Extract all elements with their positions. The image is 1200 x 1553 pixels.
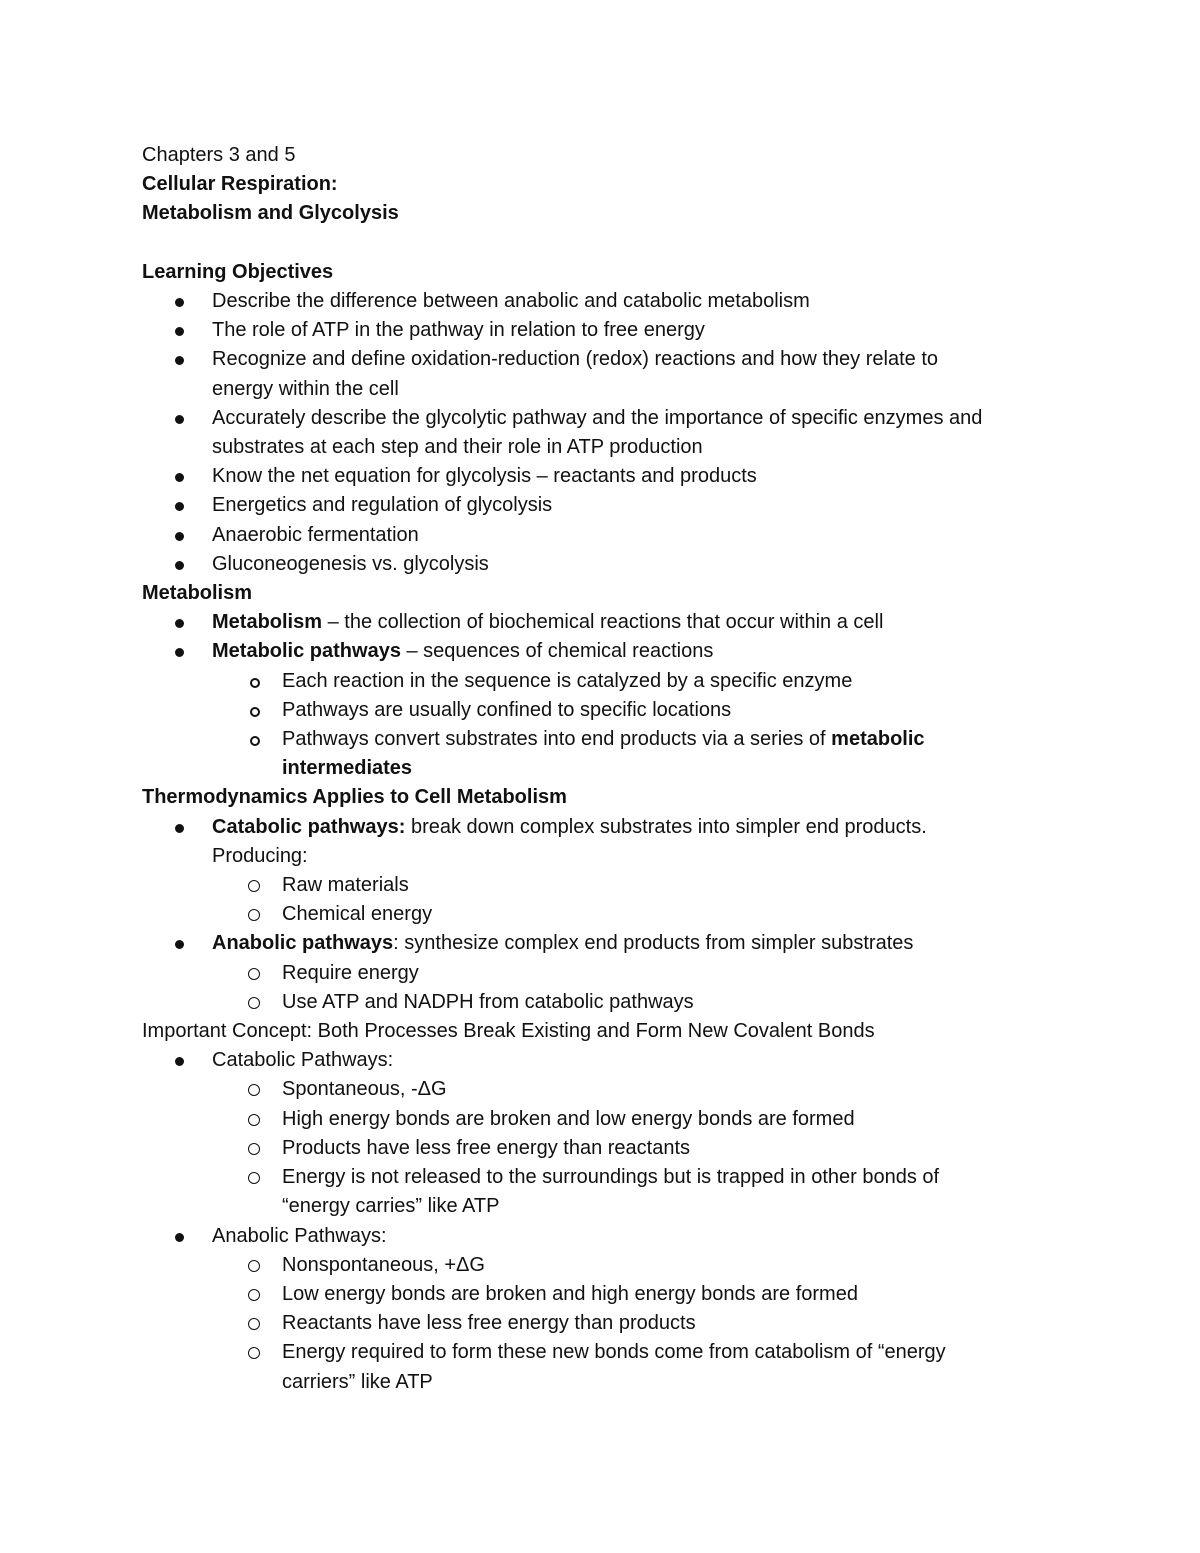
list-item: Describe the difference between anabolic and catabolic metabolism [142,287,1082,316]
list-item: Anaerobic fermentation [142,521,1082,550]
metabolism-list [142,608,1082,783]
circle-bullet-icon [248,1347,260,1359]
metabolism-heading: Metabolism [142,582,253,605]
title-line-2: Metabolism and Glycolysis [142,202,399,225]
sub-list-item: Pathways are usually confined to specific locations [142,696,1082,725]
chapters-line: Chapters 3 and 5 [142,144,296,166]
bullet-icon [175,415,184,424]
bullet-icon [175,356,184,365]
sub-list-item: High energy bonds are broken and low energy bonds are formed [142,1105,1082,1134]
sub-list-item: Raw materials [142,871,1082,900]
bullet-icon [175,619,184,628]
bullet-icon [175,327,184,336]
circle-bullet-icon [248,1289,260,1301]
bullet-icon [175,502,184,511]
document-content [142,141,1082,1397]
bullet-icon [175,1233,184,1242]
list-item: Accurately describe the glycolytic pathway and the importance of specific enzymes and substrates at each step and their role in ATP production [142,404,1082,462]
circle-bullet-icon [248,1172,260,1184]
list-item: Metabolic pathways – sequences of chemical reactions [142,637,1082,666]
circle-bullet-icon [250,707,260,717]
bullet-icon [175,648,184,657]
learning-objectives-heading: Learning Objectives [142,260,334,283]
circle-bullet-icon [248,909,260,921]
concept-list [142,1046,1082,1396]
bullet-icon [175,1057,184,1066]
bullet-icon [175,940,184,949]
sub-list-item: Low energy bonds are broken and high energy bonds are formed [142,1280,1082,1309]
sub-list-item: Each reaction in the sequence is catalyzed by a specific enzyme [142,667,1082,696]
sub-list-item: Spontaneous, -ΔG [142,1075,1082,1104]
sub-list-item: Energy is not released to the surroundings but is trapped in other bonds of “energy carries” like ATP [142,1163,1082,1221]
list-item: Catabolic pathways: break down complex substrates into simpler end products. Producing: [142,813,1082,871]
term: Metabolism [212,611,323,634]
list-item: Catabolic Pathways: [142,1046,1082,1075]
circle-bullet-icon [248,997,260,1009]
thermodynamics-heading: Thermodynamics Applies to Cell Metabolism [142,786,567,809]
list-item: Energetics and regulation of glycolysis [142,491,1082,520]
circle-bullet-icon [248,1260,260,1272]
bullet-icon [175,473,184,482]
list-item: The role of ATP in the pathway in relation to free energy [142,316,1082,345]
sub-list-item: Reactants have less free energy than products [142,1309,1082,1338]
title-line-1: Cellular Respiration: [142,173,338,196]
bullet-icon [175,532,184,541]
list-item: Metabolism – the collection of biochemical reactions that occur within a cell [142,608,1082,637]
list-item: Know the net equation for glycolysis – reactants and products [142,462,1082,491]
learning-objectives-list [142,287,1082,579]
sub-list-item: Nonspontaneous, +ΔG [142,1251,1082,1280]
sub-list-item: Products have less free energy than reactants [142,1134,1082,1163]
thermodynamics-list [142,813,1082,1017]
concept-heading: Important Concept: Both Processes Break Existing and Form New Covalent Bonds [142,1020,875,1043]
sub-list-item: Require energy [142,959,1082,988]
circle-bullet-icon [248,1143,260,1155]
bullet-icon [175,824,184,833]
circle-bullet-icon [248,880,260,892]
list-item: Anabolic Pathways: [142,1222,1082,1251]
blank-line [142,229,1082,258]
circle-bullet-icon [248,1114,260,1126]
circle-bullet-icon [248,1318,260,1330]
sub-list-item: Chemical energy [142,900,1082,929]
list-item: Anabolic pathways: synthesize complex end products from simpler substrates [142,929,1082,958]
list-item: Recognize and define oxidation-reduction (redox) reactions and how they relate to energy within the cell [142,345,1082,403]
circle-bullet-icon [248,1084,260,1096]
bullet-icon [175,298,184,307]
term: Metabolic pathways [212,640,401,663]
circle-bullet-icon [250,678,260,688]
circle-bullet-icon [248,968,260,980]
circle-bullet-icon [250,736,260,746]
bullet-icon [175,561,184,570]
sub-list-item: Energy required to form these new bonds come from catabolism of “energy carriers” like ATP [142,1338,1082,1396]
sub-list-item: Pathways convert substrates into end products via a series of metabolic intermediates [142,725,1082,783]
list-item: Gluconeogenesis vs. glycolysis [142,550,1082,579]
sub-list-item: Use ATP and NADPH from catabolic pathways [142,988,1082,1017]
